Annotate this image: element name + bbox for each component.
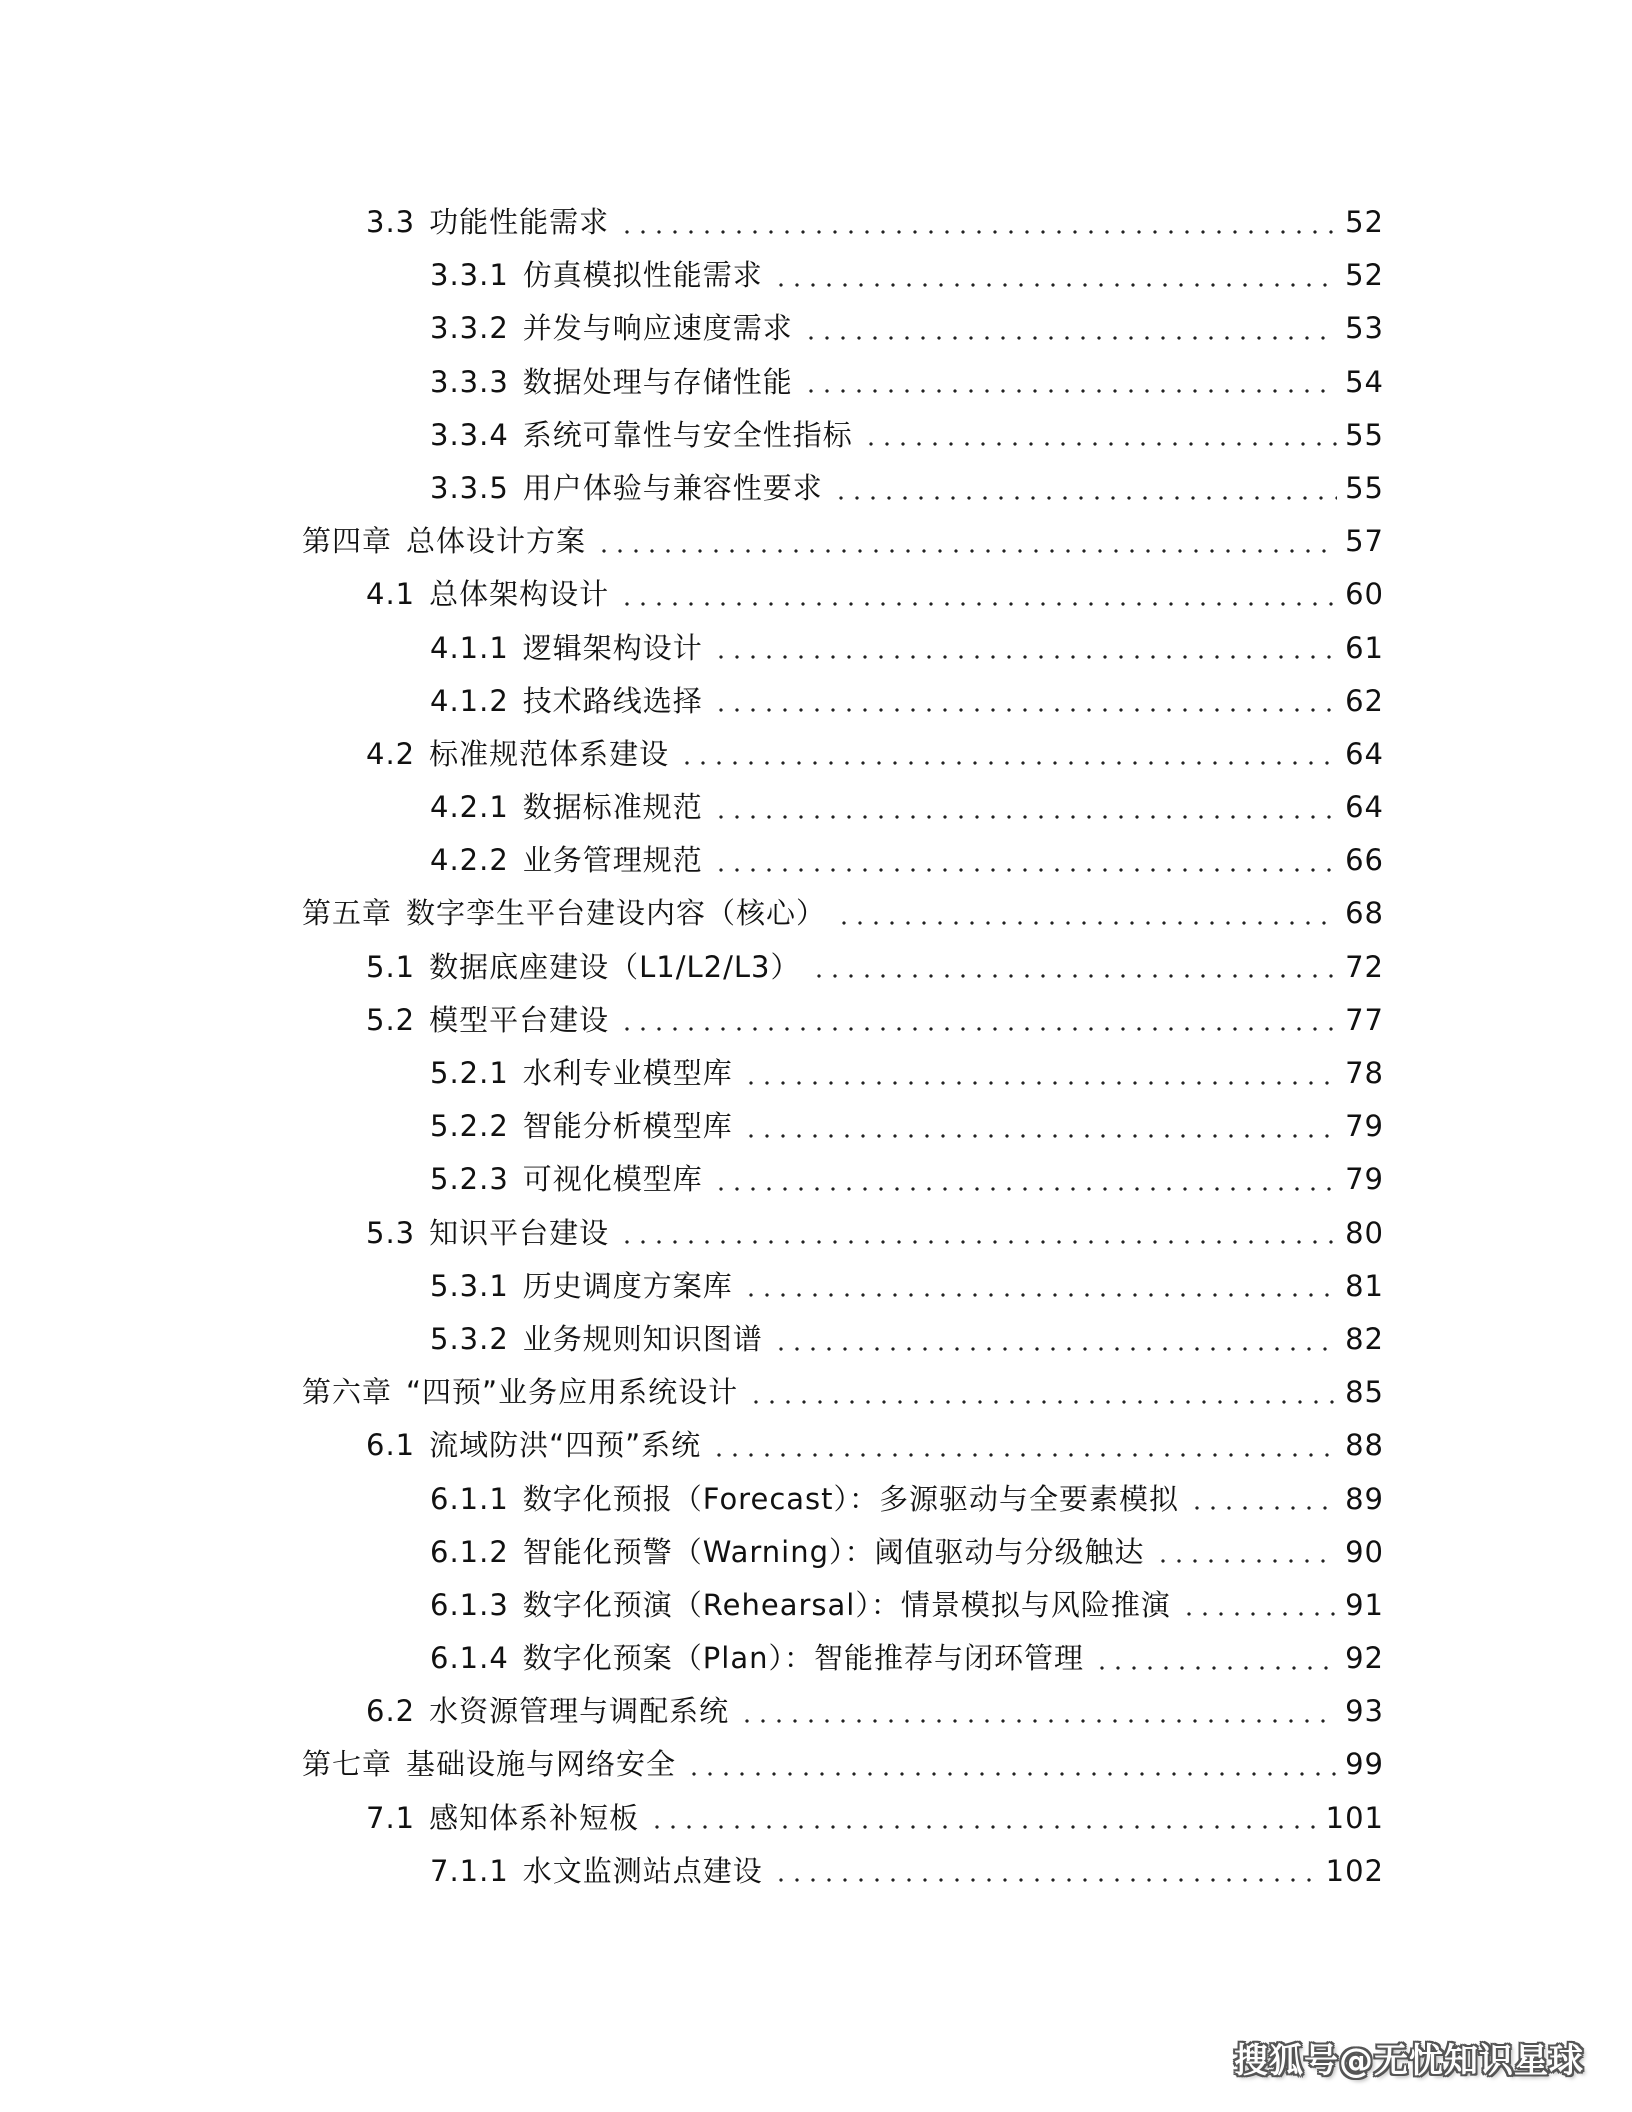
toc-title: 可视化模型库 [522, 1162, 703, 1197]
toc-number: 4.1 [366, 577, 416, 612]
toc-title: 水利专业模型库 [522, 1056, 733, 1090]
toc-page-number: 52 [1345, 258, 1384, 293]
toc-page-number: 66 [1345, 843, 1384, 878]
toc-number: 5.2 [366, 1002, 416, 1037]
toc-page-number: 64 [1345, 790, 1384, 825]
toc-subsection-entry[interactable] [0, 1100, 1632, 1153]
toc-dot-leader [811, 974, 1338, 978]
toc-dot-leader [649, 1825, 1318, 1829]
toc-page-number: 89 [1345, 1481, 1384, 1516]
toc-title: “四预”业务应用系统设计 [406, 1375, 739, 1410]
toc-page-number: 79 [1345, 1162, 1384, 1197]
toc-dot-leader [748, 1400, 1337, 1404]
toc-dot-leader [596, 549, 1337, 553]
toc-number: 5.2.1 [430, 1056, 509, 1090]
toc-chapter-entry[interactable] [0, 1738, 1632, 1791]
toc-dot-leader [773, 1878, 1318, 1882]
toc-page-number: 77 [1345, 1002, 1384, 1037]
toc-title: 用户体验与兼容性要求 [522, 470, 823, 505]
toc-dot-leader [713, 815, 1337, 819]
toc-dot-leader [1094, 1666, 1337, 1670]
toc-dot-leader [803, 389, 1337, 393]
toc-number: 6.1 [366, 1428, 416, 1463]
toc-number: 第五章 [302, 896, 393, 931]
toc-dot-leader [773, 283, 1337, 287]
toc-page-number: 64 [1345, 736, 1384, 771]
toc-entry-line [0, 1845, 1632, 1898]
toc-title: 数据处理与存储性能 [522, 364, 793, 399]
toc-entry-line [0, 622, 1632, 675]
toc-subsection-entry[interactable] [0, 1047, 1632, 1100]
toc-number: 5.2.2 [430, 1109, 509, 1144]
toc-entry-line [0, 1207, 1632, 1260]
toc-dot-leader [1155, 1559, 1338, 1563]
toc-dot-leader [773, 1347, 1337, 1351]
toc-entry-line [0, 1685, 1632, 1738]
toc-number: 3.3.3 [430, 364, 509, 399]
toc-entry-line [0, 1366, 1632, 1419]
toc-title: 流域防洪“四预”系统 [429, 1428, 702, 1463]
toc-subsection-entry[interactable] [0, 249, 1632, 302]
toc-page-number: 79 [1345, 1109, 1384, 1144]
toc-page-number: 57 [1345, 524, 1384, 559]
toc-title: 仿真模拟性能需求 [522, 258, 763, 293]
toc-title: 数字化预案（Plan）：智能推荐与闭环管理 [522, 1641, 1084, 1676]
toc-entry-line [0, 781, 1632, 834]
toc-number: 3.3.2 [430, 311, 509, 346]
toc-title: 业务规则知识图谱 [522, 1321, 763, 1356]
toc-page-number: 52 [1345, 205, 1384, 239]
toc-number: 第四章 [302, 524, 393, 559]
toc-title: 数据底座建设（L1/L2/L3） [429, 949, 801, 984]
toc-title: 并发与响应速度需求 [522, 311, 793, 346]
toc-section-entry[interactable] [0, 568, 1632, 621]
toc-dot-leader [679, 761, 1337, 765]
toc-number: 6.1.4 [430, 1641, 509, 1676]
toc-page-number: 91 [1345, 1587, 1384, 1622]
toc-section-entry[interactable] [0, 1207, 1632, 1260]
toc-section-entry[interactable] [0, 941, 1632, 994]
toc-page-number: 99 [1345, 1747, 1384, 1782]
toc-section-entry[interactable] [0, 728, 1632, 781]
toc-chapter-entry[interactable] [0, 515, 1632, 568]
toc-dot-leader [711, 1453, 1337, 1457]
toc-number: 5.3.1 [430, 1268, 509, 1303]
toc-number: 4.1.2 [430, 683, 509, 718]
toc-entry-line [0, 994, 1632, 1047]
toc-dot-leader [713, 868, 1337, 872]
toc-number: 5.1 [366, 949, 416, 984]
toc-title: 感知体系补短板 [429, 1800, 640, 1835]
toc-dot-leader [619, 1240, 1337, 1244]
toc-number: 3.3.1 [430, 258, 509, 293]
toc-subsection-entry[interactable] [0, 1632, 1632, 1685]
toc-title: 知识平台建设 [429, 1215, 610, 1250]
toc-dot-leader [743, 1134, 1337, 1138]
toc-dot-leader [713, 655, 1337, 659]
toc-number: 7.1.1 [430, 1853, 509, 1888]
toc-section-entry[interactable] [0, 1792, 1632, 1845]
toc-entry-line [0, 675, 1632, 728]
watermark-text: 搜狐号@无忧知识星球 [1234, 2041, 1584, 2081]
toc-page-number: 80 [1345, 1215, 1384, 1250]
toc-page-number: 53 [1345, 311, 1384, 346]
toc-subsection-entry[interactable] [0, 834, 1632, 887]
toc-section-entry[interactable] [0, 196, 1632, 249]
toc-subsection-entry[interactable] [0, 781, 1632, 834]
toc-page-number: 88 [1345, 1428, 1384, 1463]
toc-entry-line [0, 568, 1632, 621]
toc-number: 3.3.4 [430, 417, 509, 452]
toc-entry-line [0, 1526, 1632, 1579]
toc-title: 模型平台建设 [429, 1002, 610, 1037]
toc-subsection-entry[interactable] [0, 1526, 1632, 1579]
toc-section-entry[interactable] [0, 994, 1632, 1047]
toc-page-number: 93 [1345, 1694, 1384, 1729]
toc-title: 数字化预报（Forecast）：多源驱动与全要素模拟 [522, 1481, 1180, 1516]
toc-entry-line [0, 409, 1632, 462]
toc-page-number: 102 [1325, 1853, 1384, 1888]
toc-title: 智能化预警（Warning）：阈值驱动与分级触达 [522, 1534, 1145, 1569]
toc-subsection-entry[interactable] [0, 409, 1632, 462]
toc-entry-line [0, 1419, 1632, 1472]
toc-title: 数据标准规范 [522, 790, 703, 825]
toc-number: 3.3 [366, 205, 416, 239]
table-of-contents [0, 196, 1632, 1898]
toc-title: 技术路线选择 [522, 683, 703, 718]
toc-page-number: 101 [1325, 1800, 1384, 1835]
toc-title: 系统可靠性与安全性指标 [522, 417, 853, 452]
toc-page-number: 54 [1345, 364, 1384, 399]
toc-dot-leader [619, 230, 1337, 234]
toc-dot-leader [743, 1081, 1337, 1085]
toc-number: 4.2.1 [430, 790, 509, 825]
toc-number: 3.3.5 [430, 470, 509, 505]
toc-title: 数字孪生平台建设内容（核心） [406, 896, 827, 931]
toc-section-entry[interactable] [0, 1419, 1632, 1472]
toc-entry-line [0, 515, 1632, 568]
toc-page-number: 90 [1345, 1534, 1384, 1569]
toc-chapter-entry[interactable] [0, 1366, 1632, 1419]
toc-title: 逻辑架构设计 [522, 630, 703, 665]
toc-dot-leader [833, 496, 1337, 500]
toc-subsection-entry[interactable] [0, 675, 1632, 728]
toc-number: 6.1.1 [430, 1481, 509, 1516]
toc-title: 基础设施与网络安全 [406, 1747, 677, 1782]
toc-dot-leader [739, 1719, 1337, 1723]
toc-subsection-entry[interactable] [0, 302, 1632, 355]
toc-entry-line [0, 1792, 1632, 1845]
toc-section-entry[interactable] [0, 1685, 1632, 1738]
toc-number: 5.3 [366, 1215, 416, 1250]
toc-entry-line [0, 834, 1632, 887]
toc-title: 总体设计方案 [406, 524, 587, 559]
toc-entry-line [0, 941, 1632, 994]
toc-entry-line [0, 1100, 1632, 1153]
toc-number: 5.2.3 [430, 1162, 509, 1197]
toc-number: 6.1.2 [430, 1534, 509, 1569]
toc-number: 第六章 [302, 1375, 393, 1410]
toc-page-number: 85 [1345, 1375, 1384, 1410]
toc-number: 6.2 [366, 1694, 416, 1729]
toc-dot-leader [1181, 1612, 1337, 1616]
toc-chapter-entry[interactable] [0, 887, 1632, 940]
toc-subsection-entry[interactable] [0, 1473, 1632, 1526]
toc-number: 6.1.3 [430, 1587, 509, 1622]
toc-entry-line [0, 356, 1632, 409]
toc-subsection-entry[interactable] [0, 622, 1632, 675]
toc-title: 水资源管理与调配系统 [429, 1694, 730, 1729]
toc-entry-line [0, 1153, 1632, 1206]
toc-subsection-entry[interactable] [0, 1260, 1632, 1313]
toc-subsection-entry[interactable] [0, 1845, 1632, 1898]
toc-page-number: 61 [1345, 630, 1384, 665]
toc-subsection-entry[interactable] [0, 1579, 1632, 1632]
toc-entry-line [0, 1579, 1632, 1632]
toc-title: 功能性能需求 [429, 205, 610, 239]
toc-title: 标准规范体系建设 [429, 736, 670, 771]
toc-subsection-entry[interactable] [0, 1153, 1632, 1206]
toc-entry-line [0, 1260, 1632, 1313]
toc-entry-line [0, 1632, 1632, 1685]
toc-dot-leader [713, 1187, 1337, 1191]
toc-number: 4.2 [366, 736, 416, 771]
toc-dot-leader [1189, 1506, 1337, 1510]
toc-number: 5.3.2 [430, 1321, 509, 1356]
toc-page-number: 92 [1345, 1641, 1384, 1676]
toc-page-number: 78 [1345, 1056, 1384, 1090]
toc-page-number: 72 [1345, 949, 1384, 984]
toc-page-number: 81 [1345, 1268, 1384, 1303]
toc-entry-line [0, 249, 1632, 302]
toc-dot-leader [863, 442, 1337, 446]
toc-entry-line [0, 728, 1632, 781]
toc-number: 第七章 [302, 1747, 393, 1782]
toc-number: 4.2.2 [430, 843, 509, 878]
toc-title: 业务管理规范 [522, 843, 703, 878]
toc-title: 历史调度方案库 [522, 1268, 733, 1303]
toc-page-number: 68 [1345, 896, 1384, 931]
toc-subsection-entry[interactable] [0, 462, 1632, 515]
toc-dot-leader [713, 708, 1337, 712]
toc-dot-leader [619, 602, 1337, 606]
toc-subsection-entry[interactable] [0, 1313, 1632, 1366]
toc-entry-line [0, 1738, 1632, 1791]
toc-entry-line [0, 196, 1632, 249]
toc-page-number: 55 [1345, 417, 1384, 452]
toc-entry-line [0, 887, 1632, 940]
toc-dot-leader [743, 1293, 1337, 1297]
toc-page-number: 55 [1345, 470, 1384, 505]
toc-number: 7.1 [366, 1800, 416, 1835]
toc-entry-line [0, 462, 1632, 515]
toc-title: 总体架构设计 [429, 577, 610, 612]
toc-page-number: 60 [1345, 577, 1384, 612]
toc-subsection-entry[interactable] [0, 356, 1632, 409]
toc-title: 数字化预演（Rehearsal）：情景模拟与风险推演 [522, 1587, 1171, 1622]
toc-title: 水文监测站点建设 [522, 1853, 763, 1888]
toc-dot-leader [836, 921, 1337, 925]
toc-dot-leader [803, 336, 1337, 340]
toc-entry-line [0, 1313, 1632, 1366]
toc-title: 智能分析模型库 [522, 1109, 733, 1144]
toc-entry-line [0, 1473, 1632, 1526]
toc-entry-line [0, 1047, 1632, 1100]
toc-page-number: 82 [1345, 1321, 1384, 1356]
toc-number: 4.1.1 [430, 630, 509, 665]
toc-entry-line [0, 302, 1632, 355]
toc-dot-leader [686, 1772, 1337, 1776]
toc-dot-leader [619, 1027, 1337, 1031]
toc-page-number: 62 [1345, 683, 1384, 718]
